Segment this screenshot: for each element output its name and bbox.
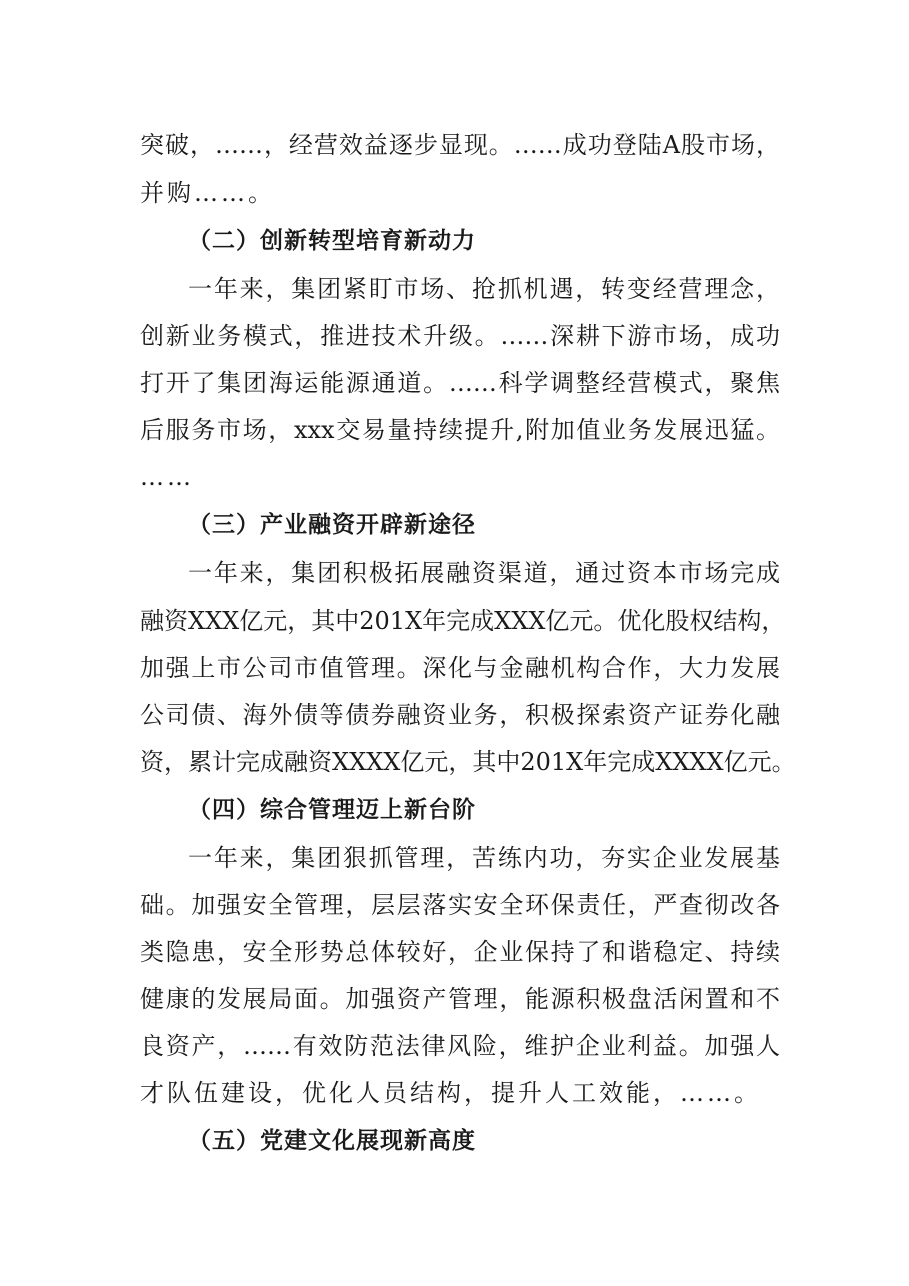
paragraph-line: 健康的发展局面。加强资产管理，能源积极盘活闲置和不: [140, 985, 780, 1013]
paragraph-line: 融资XXX亿元，其中201X年完成XXX亿元。优化股权结构，: [140, 607, 786, 635]
paragraph-line: 类隐患，安全形势总体较好，企业保持了和谐稳定、持续: [140, 938, 780, 966]
paragraph-line: 并购……。: [140, 179, 275, 207]
paragraph-line: 良资产，……有效防范法律风险，维护企业利益。加强人: [140, 1032, 780, 1060]
paragraph-line: 公司债、海外债等债券融资业务，积极探索资产证券化融: [140, 701, 780, 729]
section-heading: （三）产业融资开辟新途径: [188, 512, 476, 538]
paragraph-line: 后服务市场，xxx交易量持续提升,附加值业务发展迅猛。: [140, 416, 780, 444]
paragraph-line: 一年来，集团狠抓管理，苦练内功，夯实企业发展基: [188, 844, 780, 872]
paragraph-line: 突破，……，经营效益逐步显现。……成功登陆A股市场，: [140, 131, 780, 159]
paragraph-line: 础。加强安全管理，层层落实安全环保责任，严查彻改各: [140, 891, 780, 919]
section-heading: （五）党建文化展现新高度: [188, 1128, 476, 1154]
paragraph-line: 创新业务模式，推进技术升级。……深耕下游市场，成功: [140, 322, 780, 350]
section-heading: （四）综合管理迈上新台阶: [188, 797, 476, 823]
paragraph-line: 才队伍建设，优化人员结构，提升人工效能，……。: [140, 1079, 761, 1107]
paragraph-line: 一年来，集团积极拓展融资渠道，通过资本市场完成: [188, 559, 780, 587]
paragraph-line: 打开了集团海运能源通道。……科学调整经营模式，聚焦: [140, 369, 780, 397]
section-heading: （二）创新转型培育新动力: [188, 228, 476, 254]
paragraph-line: 一年来，集团紧盯市场、抢抓机遇，转变经营理念，: [188, 275, 780, 303]
paragraph-line: ……: [140, 463, 194, 491]
paragraph-line: 加强上市公司市值管理。深化与金融机构合作，大力发展: [140, 654, 780, 682]
paragraph-line: 资，累计完成融资XXXX亿元，其中201X年完成XXXX亿元。: [140, 748, 796, 776]
